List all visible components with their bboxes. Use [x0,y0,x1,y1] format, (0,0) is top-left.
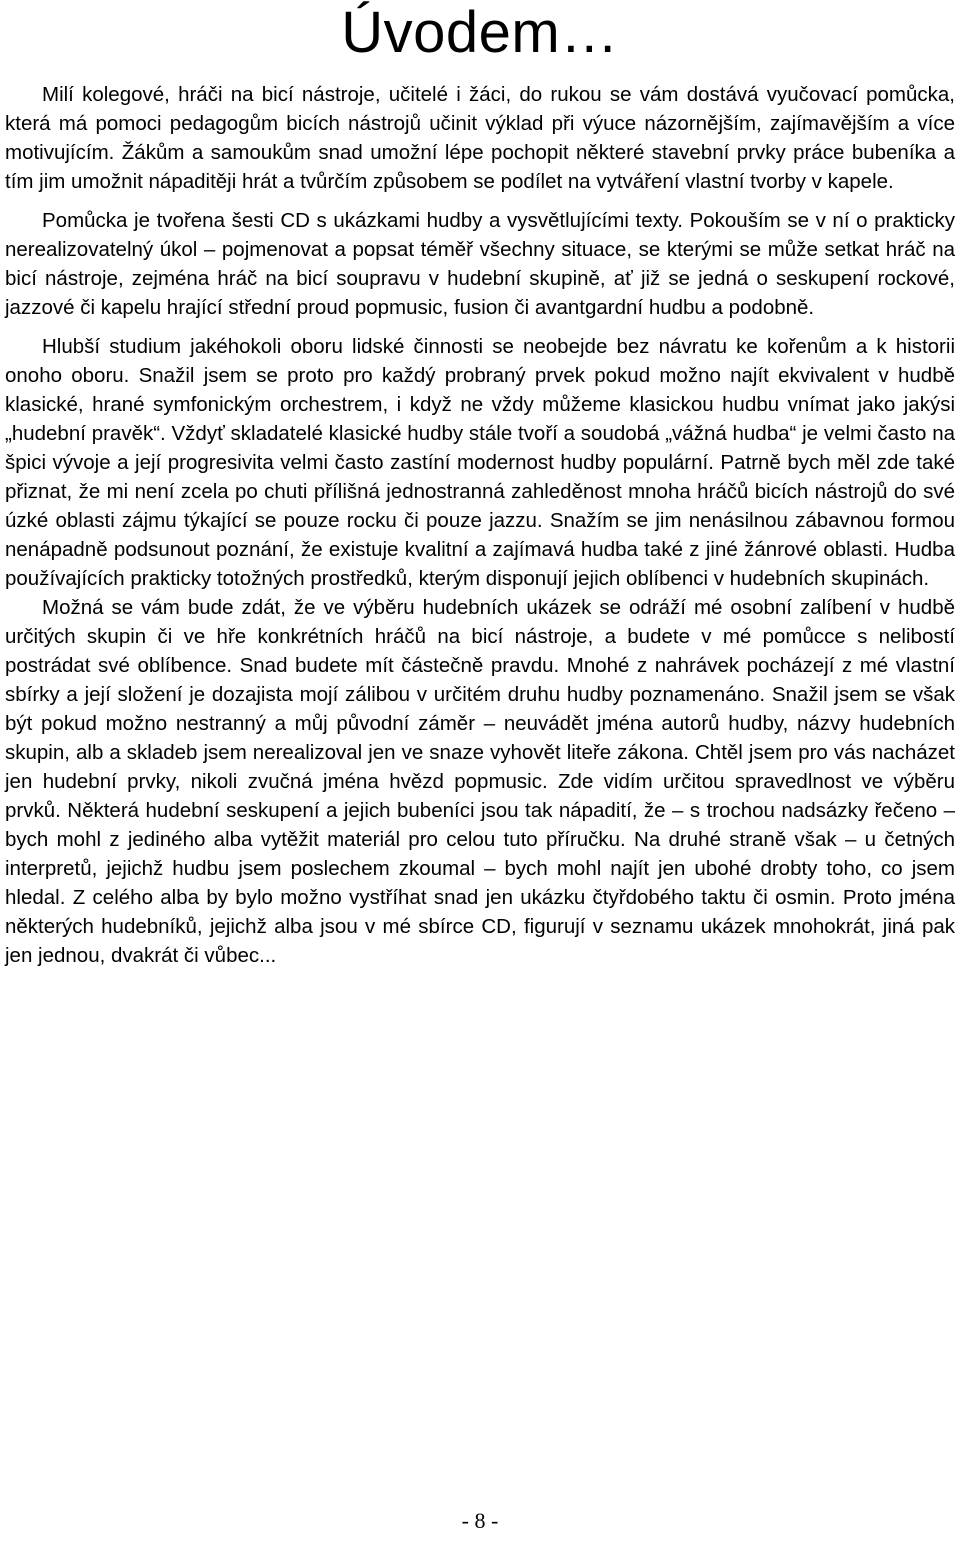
paragraph-1: Milí kolegové, hráči na bicí nástroje, učitelé i žáci, do rukou se vám dostává vyučovací pomůcka, která má pomoci pedagogům bicích nástrojů učinit výklad při výuce názornějším, zajímavějším a více motivujícím. Žákům a samoukům snad umožní lépe pochopit některé stavební prvky práce bubeníka a tím jim umožnit nápaditěji hrát a tvůrčím způsobem se podílet na vytváření vlastní tvorby v kapele. [5,83,955,193]
paragraph-3: Hlubší studium jakéhokoli oboru lidské činnosti se neobejde bez návratu ke kořenům a k historii onoho oboru. Snažil jsem se proto pro každý probraný prvek pokud možno najít ekvivalent v hudbě klasické, hrané symfonickým orchestrem, i když ne vždy můžeme klasickou hudbu vnímat jako jakýsi „hudební pravěk“. Vždyť skladatelé klasické hudby stále tvoří a soudobá „vážná hudba“ je velmi často na špici vývoje a její progresivita velmi často zastíní modernost hudby populární. Patrně bych měl zde také přiznat, že mi není zcela po chuti přílišná jednostranná zahleděnost mnoha hráčů bicích nástrojů do své úzké oblasti zájmu týkající se pouze rocku či pouze jazzu. Snažím se jim nenásilnou zábavnou formou nenápadně podsunout poznání, že existuje kvalitní a zajímavá hudba také z jiné žánrové oblasti. Hudba používajících prakticky totožných prostředků, kterým disponují jejich oblíbenci v hudebních skupinách. [5,335,955,590]
paragraph-2: Pomůcka je tvořena šesti CD s ukázkami hudby a vysvětlujícími texty. Pokouším se v ní o prakticky nerealizovatelný úkol – pojmenovat a popsat téměř všechny situace, se kterými se může setkat hráč na bicí nástroje, zejména hráč na bicí soupravu v hudební skupině, ať již se jedná o seskupení rockové, jazzové či kapelu hrající střední proud popmusic, fusion či avantgardní hudbu a podobně. [5,209,955,319]
page-number: - 8 - [461,1508,499,1533]
paragraph-4: Možná se vám bude zdát, že ve výběru hudebních ukázek se odráží mé osobní zalíbení v hudbě určitých skupin či ve hře konkrétních hráčů na bicí nástroje, a budete v mé pomůcce s nelibostí postrádat své oblíbence. Snad budete mít částečně pravdu. Mnohé z nahrávek pocházejí z mé vlastní sbírky a její složení je dozajista mojí zálibou v určitém druhu hudby poznamenáno. Snažil jsem se však být pokud možno nestranný a můj původní záměr – neuvádět jména autorů hudby, názvy hudebních skupin, alb a skladeb jsem nerealizoval jen ve snaze vyhovět liteře zákona. Chtěl jsem pro vás nacházet jen hudební prvky, nikoli zvučná jména hvězd popmusic. Zde vidím určitou spravedlnost ve výběru prvků. Některá hudební seskupení a jejich bubeníci jsou tak nápadití, že – s trochou nadsázky řečeno – bych mohl z jediného alba vytěžit materiál pro celou tuto příručku. Na druhé straně však – u četných interpretů, jejichž hudbu jsem poslechem zkoumal – bych mohl najít jen ubohé drobty toho, co jsem hledal. Z celého alba by bylo možno vystříhat snad jen ukázku čtyřdobého taktu či osmin. Proto jména některých hudebníků, jejichž alba jsou v mé sbírce CD, figurují v seznamu ukázek mnohokrát, jiná pak jen jednou, dvakrát či vůbec... [5,596,955,967]
page-title: Úvodem… [341,0,619,65]
body-text [5,80,955,970]
